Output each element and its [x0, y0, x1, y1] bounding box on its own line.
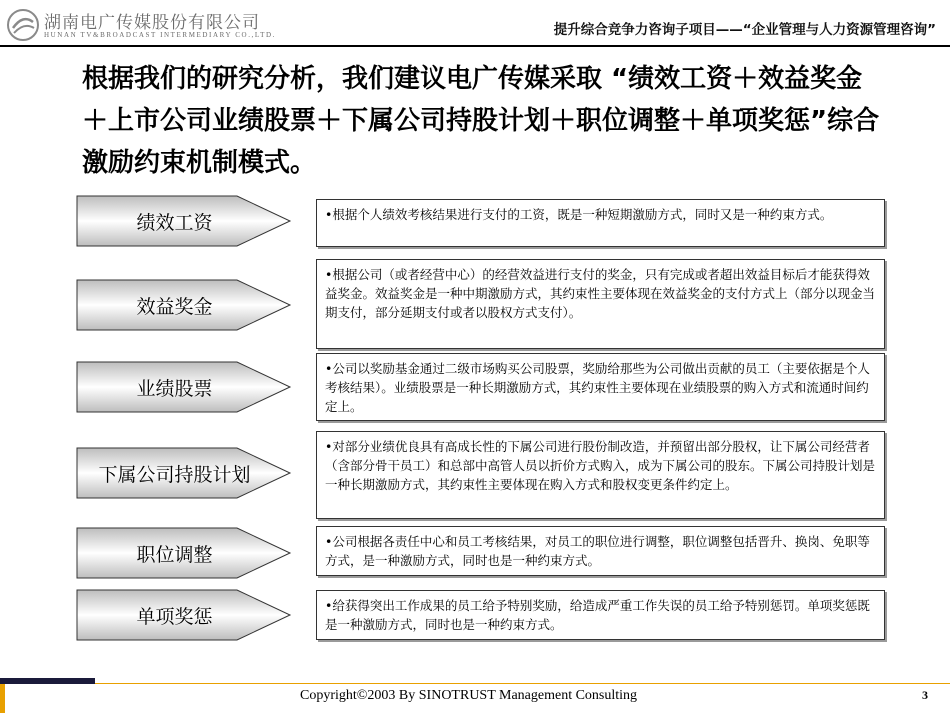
- label-arrow-shape: [77, 196, 292, 246]
- incentive-description: •公司根据各责任中心和员工考核结果，对员工的职位进行调整，职位调整包括晋升、换岗、免职等方式，是一种激励方式，同时也是一种约束方式。: [316, 526, 885, 576]
- label-arrow-shape: [77, 448, 292, 498]
- incentive-label: 职位调整: [136, 543, 213, 566]
- project-title: 提升综合竞争力咨询子项目——“企业管理与人力资源管理咨询”: [553, 22, 936, 38]
- label-arrow-shape: [77, 590, 292, 640]
- label-arrow-shape: [77, 280, 292, 330]
- incentive-description: •给获得突出工作成果的员工给予特别奖励，给造成严重工作失误的员工给予特别惩罚。单项奖惩既是一种激励方式，同时也是一种约束方式。: [316, 590, 885, 640]
- label-arrow-shape: [77, 528, 292, 578]
- incentive-label: 绩效工资: [136, 211, 213, 234]
- copyright-text: Copyright©2003 By SINOTRUST Management Consulting: [300, 688, 638, 703]
- company-logo: [6, 8, 277, 44]
- page-number: 3: [922, 688, 928, 702]
- incentive-description: •根据公司（或者经营中心）的经营效益进行支付的奖金，只有完成或者超出效益目标后才能获得效益奖金。效益奖金是一种中期激励方式，其约束性主要体现在效益奖金的支付方式上（部分以现金当期支付，部分延期支付或者以股权方式支付）。: [316, 259, 885, 349]
- company-name-cn: 湖南电广传媒股份有限公司: [44, 13, 260, 33]
- footer-accent-bar: [0, 678, 95, 684]
- incentive-description: •公司以奖励基金通过二级市场购买公司股票，奖励给那些为公司做出贡献的员工（主要依据是个人考核结果）。业绩股票是一种长期激励方式，其约束性主要体现在业绩股票的购入方式和流通时间约定上。: [316, 353, 885, 421]
- incentive-description: •对部分业绩优良具有高成长性的下属公司进行股份制改造，并预留出部分股权，让下属公司经营者（含部分骨干员工）和总部中高管人员以折价方式购入，成为下属公司的股东。下属公司持股计划是一种长期激励方式，其约束性主要体现在购入方式和股权变更条件约定上。: [316, 431, 885, 519]
- incentive-label: 业绩股票: [136, 377, 213, 400]
- page-title: 根据我们的研究分析，我们建议电广传媒采取 “绩效工资＋效益奖金＋上市公司业绩股票＋下属公司持股计划＋职位调整＋单项奖惩”综合激励约束机制模式。: [82, 64, 880, 178]
- company-name-en: HUNAN TV&BROADCAST INTERMEDIARY CO.,LTD.: [44, 31, 277, 39]
- incentive-description: •根据个人绩效考核结果进行支付的工资，既是一种短期激励方式，同时又是一种约束方式。: [316, 199, 885, 247]
- header-divider: [0, 45, 950, 47]
- incentive-label: 单项奖惩: [136, 605, 213, 628]
- label-arrow-shape: [77, 362, 292, 412]
- company-logo-mark-icon: [6, 8, 40, 42]
- incentive-label: 下属公司持股计划: [98, 463, 251, 486]
- footer-divider: [95, 683, 950, 684]
- footer-left-marker: [0, 684, 5, 713]
- incentive-label: 效益奖金: [136, 295, 213, 318]
